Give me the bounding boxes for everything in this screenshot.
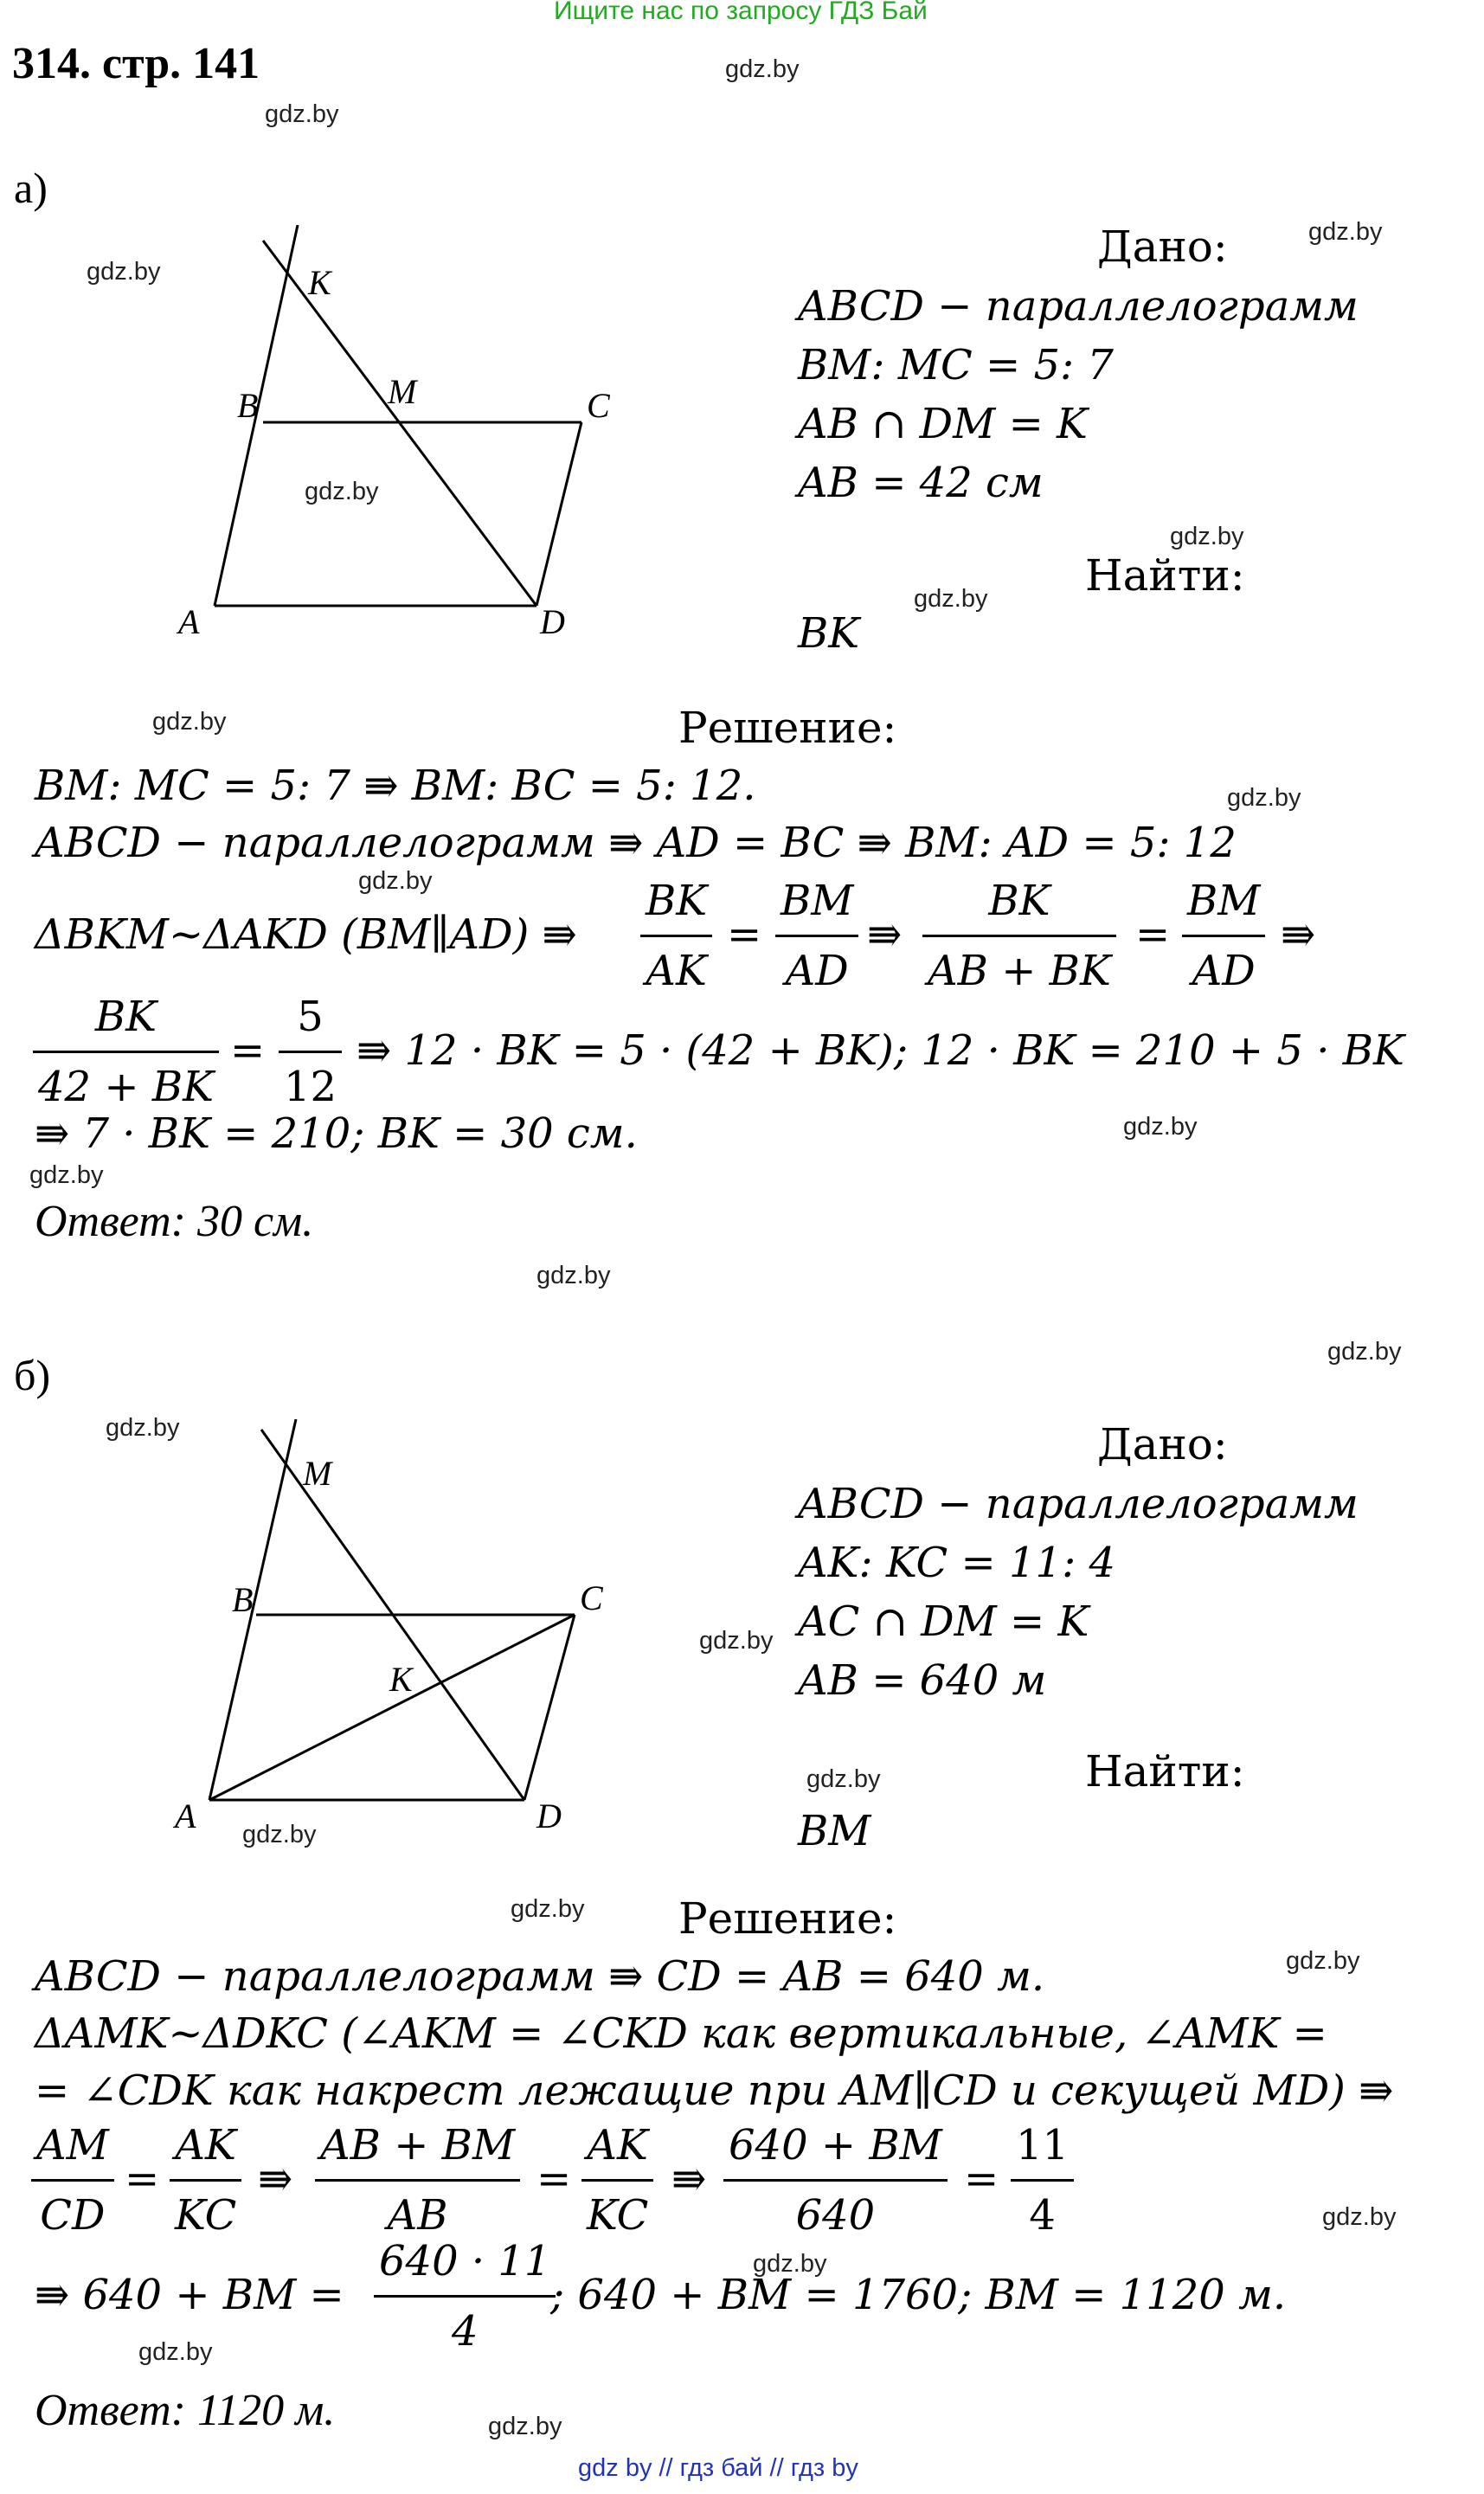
fraction: AM CD [31, 2112, 114, 2249]
equals-sign: = [727, 910, 762, 959]
solution-line: ⇛ 7 · BK = 210; BK = 30 см. [35, 1109, 638, 1158]
fraction: BK 42 + BK [33, 983, 219, 1121]
fraction: AK KC [170, 2112, 241, 2249]
equals-sign: = [964, 2155, 999, 2203]
watermark: gdz.by [138, 2338, 213, 2366]
fraction: AB + BM AB [315, 2112, 520, 2249]
solution-line: ΔAMK~ΔDKC (∠AKM = ∠CKD как вертикальные, ∠AMK = [35, 2009, 1327, 2058]
watermark: gdz.by [242, 1821, 317, 1848]
equals-sign: = [230, 1026, 266, 1075]
given-line: ABCD − параллелограмм [798, 282, 1359, 331]
solution-heading: Решение: [678, 703, 897, 753]
point-c-label: C [580, 1578, 603, 1617]
watermark: gdz.by [1170, 523, 1244, 550]
answer: Ответ: 1120 м. [35, 2386, 336, 2435]
watermark: gdz.by [305, 478, 379, 505]
watermark: gdz.by [29, 1161, 104, 1189]
watermark: gdz.by [753, 2250, 827, 2278]
watermark: gdz.by [536, 1262, 611, 1289]
point-m-label: M [303, 1454, 332, 1493]
given-line: AB = 640 м [798, 1656, 1047, 1705]
given-line: AC ∩ DM = K [798, 1597, 1089, 1646]
given-heading: Дано: [1097, 222, 1228, 272]
fraction: AK KC [581, 2112, 653, 2249]
part-a-label: а) [14, 164, 48, 212]
watermark: gdz.by [1322, 2203, 1397, 2231]
solution-line: ⇛ 640 + BM = [35, 2271, 344, 2319]
watermark: gdz.by [358, 867, 433, 895]
fraction: 5 12 [279, 983, 342, 1121]
equals-sign: = [125, 2155, 160, 2203]
fraction: 640 + BM 640 [723, 2112, 948, 2249]
solution-line: ⇛ 12 · BK = 5 · (42 + BK); 12 · BK = 210 + 5 · BK [357, 1026, 1404, 1075]
find-heading: Найти: [1085, 550, 1245, 601]
search-banner[interactable]: Ищите нас по запросу ГДЗ Бай [554, 0, 928, 25]
watermark: gdz.by [1123, 1113, 1198, 1141]
point-c-label: C [587, 386, 610, 425]
watermark: gdz.by [106, 1414, 180, 1442]
arrow: ⇛ [258, 2155, 293, 2203]
watermark: gdz.by [806, 1765, 881, 1793]
solution-line: ABCD − параллелограмм ⇛ AD = BC ⇛ BM: AD = 5: 12 [35, 819, 1237, 867]
arrow: ⇛ [1281, 910, 1316, 959]
answer: Ответ: 30 см. [35, 1197, 314, 1246]
given-line: AK: KC = 11: 4 [798, 1539, 1116, 1587]
find-value: BM [798, 1807, 871, 1855]
fraction: BM AD [1182, 867, 1265, 1005]
fraction: BK AK [640, 867, 712, 1005]
given-line: AB ∩ DM = K [798, 400, 1088, 448]
point-a-label: A [178, 602, 200, 641]
watermark: gdz.by [1327, 1338, 1402, 1366]
point-d-label: D [540, 602, 565, 641]
point-k-label: K [308, 263, 331, 302]
side-cd [536, 422, 581, 606]
watermark: gdz.by [699, 1627, 774, 1655]
solution-line: ABCD − параллелограмм ⇛ CD = AB = 640 м. [35, 1952, 1045, 2001]
solution-line: ΔBKM~ΔAKD (BM∥AD) ⇛ [35, 910, 577, 959]
solution-line: BM: MC = 5: 7 ⇛ BM: BC = 5: 12. [35, 762, 756, 810]
watermark: gdz.by [87, 258, 161, 286]
given-line: AB = 42 см [798, 459, 1044, 507]
diagonal-ac [209, 1615, 575, 1800]
point-b-label: B [237, 386, 259, 425]
watermark: gdz.by [511, 1895, 585, 1923]
find-heading: Найти: [1085, 1746, 1245, 1797]
arrow: ⇛ [867, 910, 903, 959]
part-b-label: б) [14, 1351, 51, 1399]
footer-links[interactable]: gdz by // гдз бай // гдз by [578, 2454, 858, 2482]
given-line: BM: MC = 5: 7 [798, 341, 1114, 389]
equals-sign: = [1135, 910, 1171, 959]
watermark: gdz.by [1227, 784, 1301, 812]
figure-a [156, 225, 640, 658]
figure-b [156, 1419, 640, 1852]
watermark: gdz.by [265, 100, 339, 128]
solution-heading: Решение: [678, 1893, 897, 1944]
watermark: gdz.by [1286, 1947, 1360, 1975]
point-b-label: B [232, 1580, 254, 1619]
fraction: 11 4 [1011, 2112, 1074, 2249]
point-m-label: M [388, 372, 417, 411]
find-value: BK [798, 609, 860, 658]
arrow: ⇛ [671, 2155, 707, 2203]
side-cd [524, 1615, 575, 1800]
watermark: gdz.by [914, 585, 988, 613]
solution-line: = ∠CDK как накрест лежащие при AM∥CD и секущей MD) ⇛ [35, 2067, 1394, 2115]
solution-line: ; 640 + BM = 1760; BM = 1120 м. [550, 2271, 1287, 2319]
fraction: BM AD [775, 867, 858, 1005]
fraction: 640 · 11 4 [374, 2227, 556, 2365]
given-heading: Дано: [1097, 1419, 1228, 1469]
watermark: gdz.by [725, 55, 800, 83]
watermark: gdz.by [152, 708, 227, 736]
watermark: gdz.by [1308, 218, 1383, 246]
point-a-label: A [175, 1797, 196, 1835]
equals-sign: = [536, 2155, 572, 2203]
task-title: 314. стр. 141 [12, 39, 260, 88]
given-line: ABCD − параллелограмм [798, 1480, 1359, 1528]
fraction: BK AB + BK [922, 867, 1116, 1005]
point-k-label: K [389, 1660, 413, 1699]
point-d-label: D [536, 1797, 562, 1835]
watermark: gdz.by [488, 2413, 562, 2440]
